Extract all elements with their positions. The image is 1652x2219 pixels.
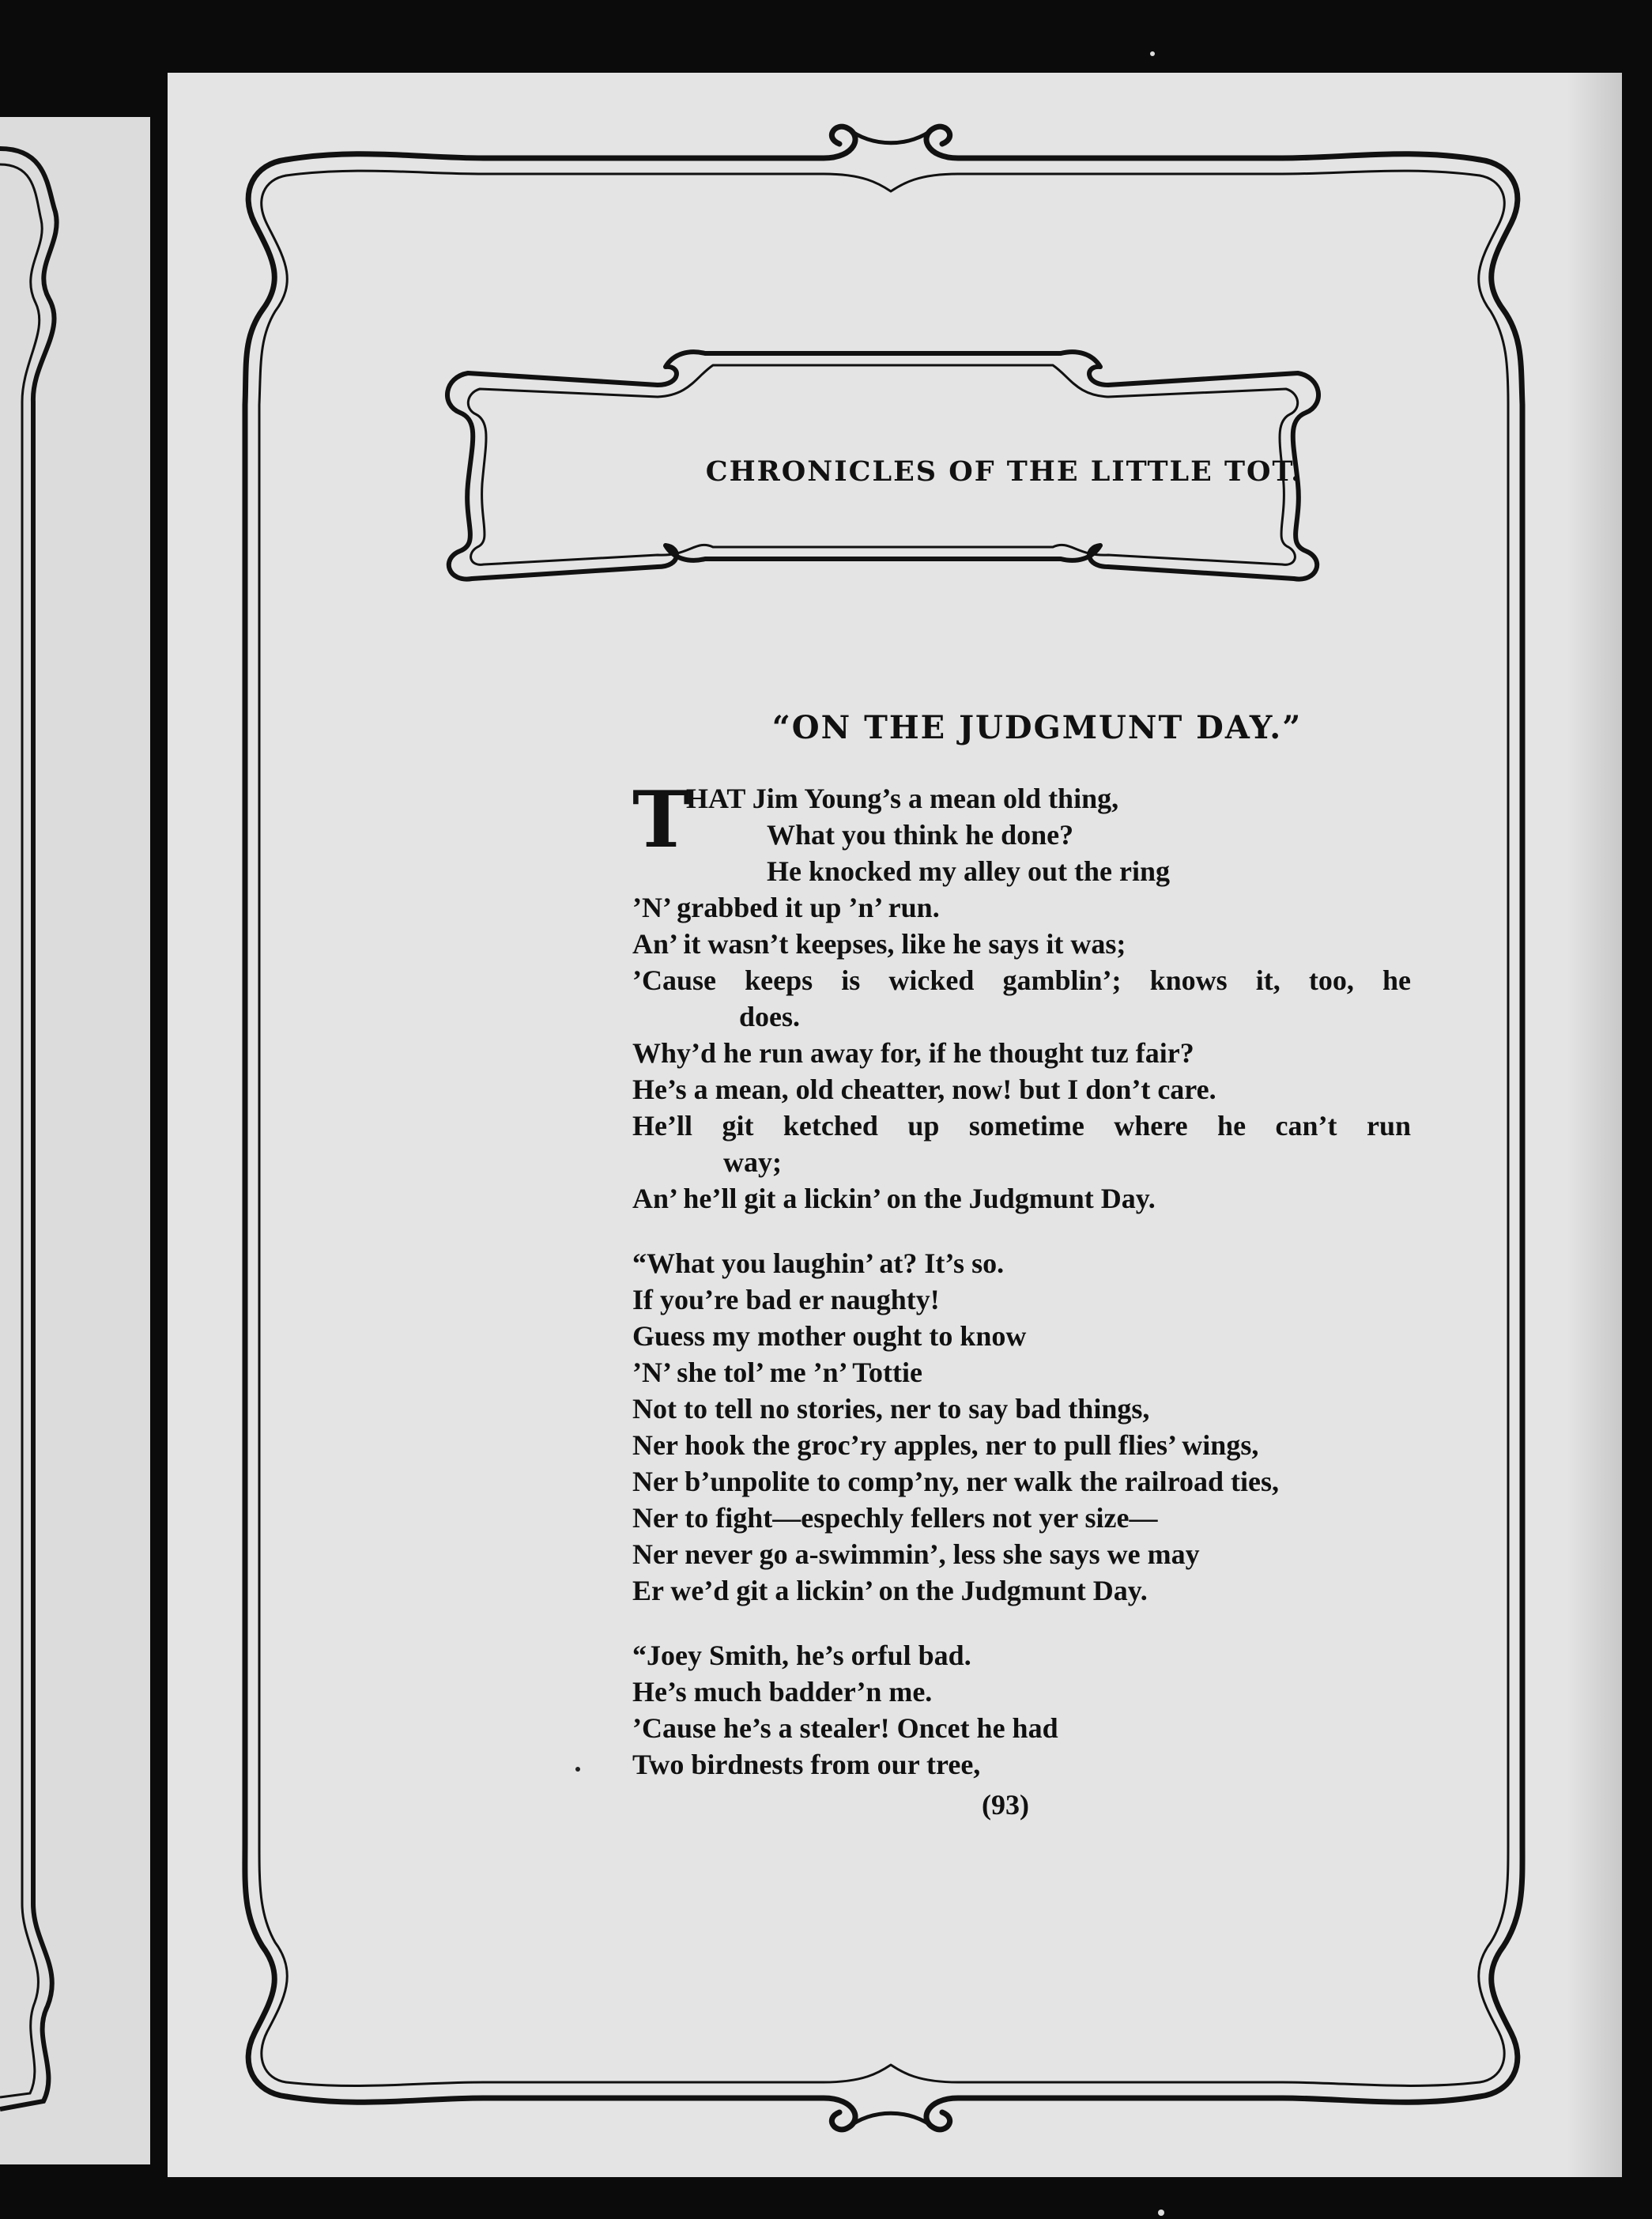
page-number: (93) <box>982 1789 1029 1821</box>
poem-line: Ner never go a-swimmin’, less she says we may <box>632 1538 1200 1570</box>
poem-line: Ner hook the groc’ry apples, ner to pull flies’ wings, <box>632 1429 1259 1461</box>
poem-line: An’ he’ll git a lickin’ on the Judgmunt Day. <box>632 1183 1156 1214</box>
poem-line: Two birdnests from our tree, <box>632 1749 981 1780</box>
poem-line: Er we’d git a lickin’ on the Judgmunt Day. <box>632 1575 1148 1606</box>
poem-line: Guess my mother ought to know <box>632 1320 1027 1352</box>
poem-line: Not to tell no stories, ner to say bad things, <box>632 1393 1150 1425</box>
poem-line: What you think he done? <box>767 819 1074 851</box>
poem-line: ’Cause he’s a stealer! Oncet he had <box>632 1712 1058 1744</box>
poem-line: Ner to fight—espechly fellers not yer size— <box>632 1502 1158 1534</box>
drop-cap-letter: T <box>632 775 690 866</box>
poem-line: way; <box>723 1146 782 1178</box>
poem-line: He’ll git ketched up sometime where he can’t run <box>632 1110 1411 1142</box>
poem-line: Why’d he run away for, if he thought tuz fair? <box>632 1037 1194 1069</box>
poem-line: “Joey Smith, he’s orful bad. <box>632 1640 971 1671</box>
book-page <box>168 73 1622 2177</box>
poem-line: He’s a mean, old cheatter, now! but I don’t care. <box>632 1074 1216 1105</box>
stanza-3 <box>632 1637 1411 1783</box>
scan-speck <box>1150 51 1155 56</box>
poem-line: ’N’ grabbed it up ’n’ run. <box>632 892 940 923</box>
poem-line: He’s much badder’n me. <box>632 1676 933 1708</box>
poem-body <box>632 775 1411 1811</box>
poem-line: ’Cause keeps is wicked gamblin’; knows it, too, he <box>632 964 1411 996</box>
stanza-2 <box>632 1245 1411 1609</box>
scan-speck <box>575 1767 580 1772</box>
poem-line: does. <box>739 1001 801 1032</box>
poem-line: An’ it wasn’t keepses, like he says it was; <box>632 928 1126 960</box>
poem-title: “ON THE JUDGMUNT DAY.” <box>771 709 1303 746</box>
section-heading: CHRONICLES OF THE LITTLE TOT. <box>705 455 1303 488</box>
stanza-1 <box>632 775 1411 1217</box>
poem-line: If you’re bad er naughty! <box>632 1284 940 1315</box>
scan-speck <box>1158 2210 1164 2216</box>
poem-line: HAT Jim Young’s a mean old thing, <box>686 783 1119 814</box>
poem-line: He knocked my alley out the ring <box>767 855 1170 887</box>
poem-line: “What you laughin’ at? It’s so. <box>632 1247 1005 1279</box>
left-page-edge <box>0 117 150 2164</box>
poem-line: Ner b’unpolite to comp’ny, ner walk the railroad ties, <box>632 1466 1279 1497</box>
left-page-border-ornament <box>0 117 150 2164</box>
poem-line: ’N’ she tol’ me ’n’ Tottie <box>632 1357 922 1388</box>
